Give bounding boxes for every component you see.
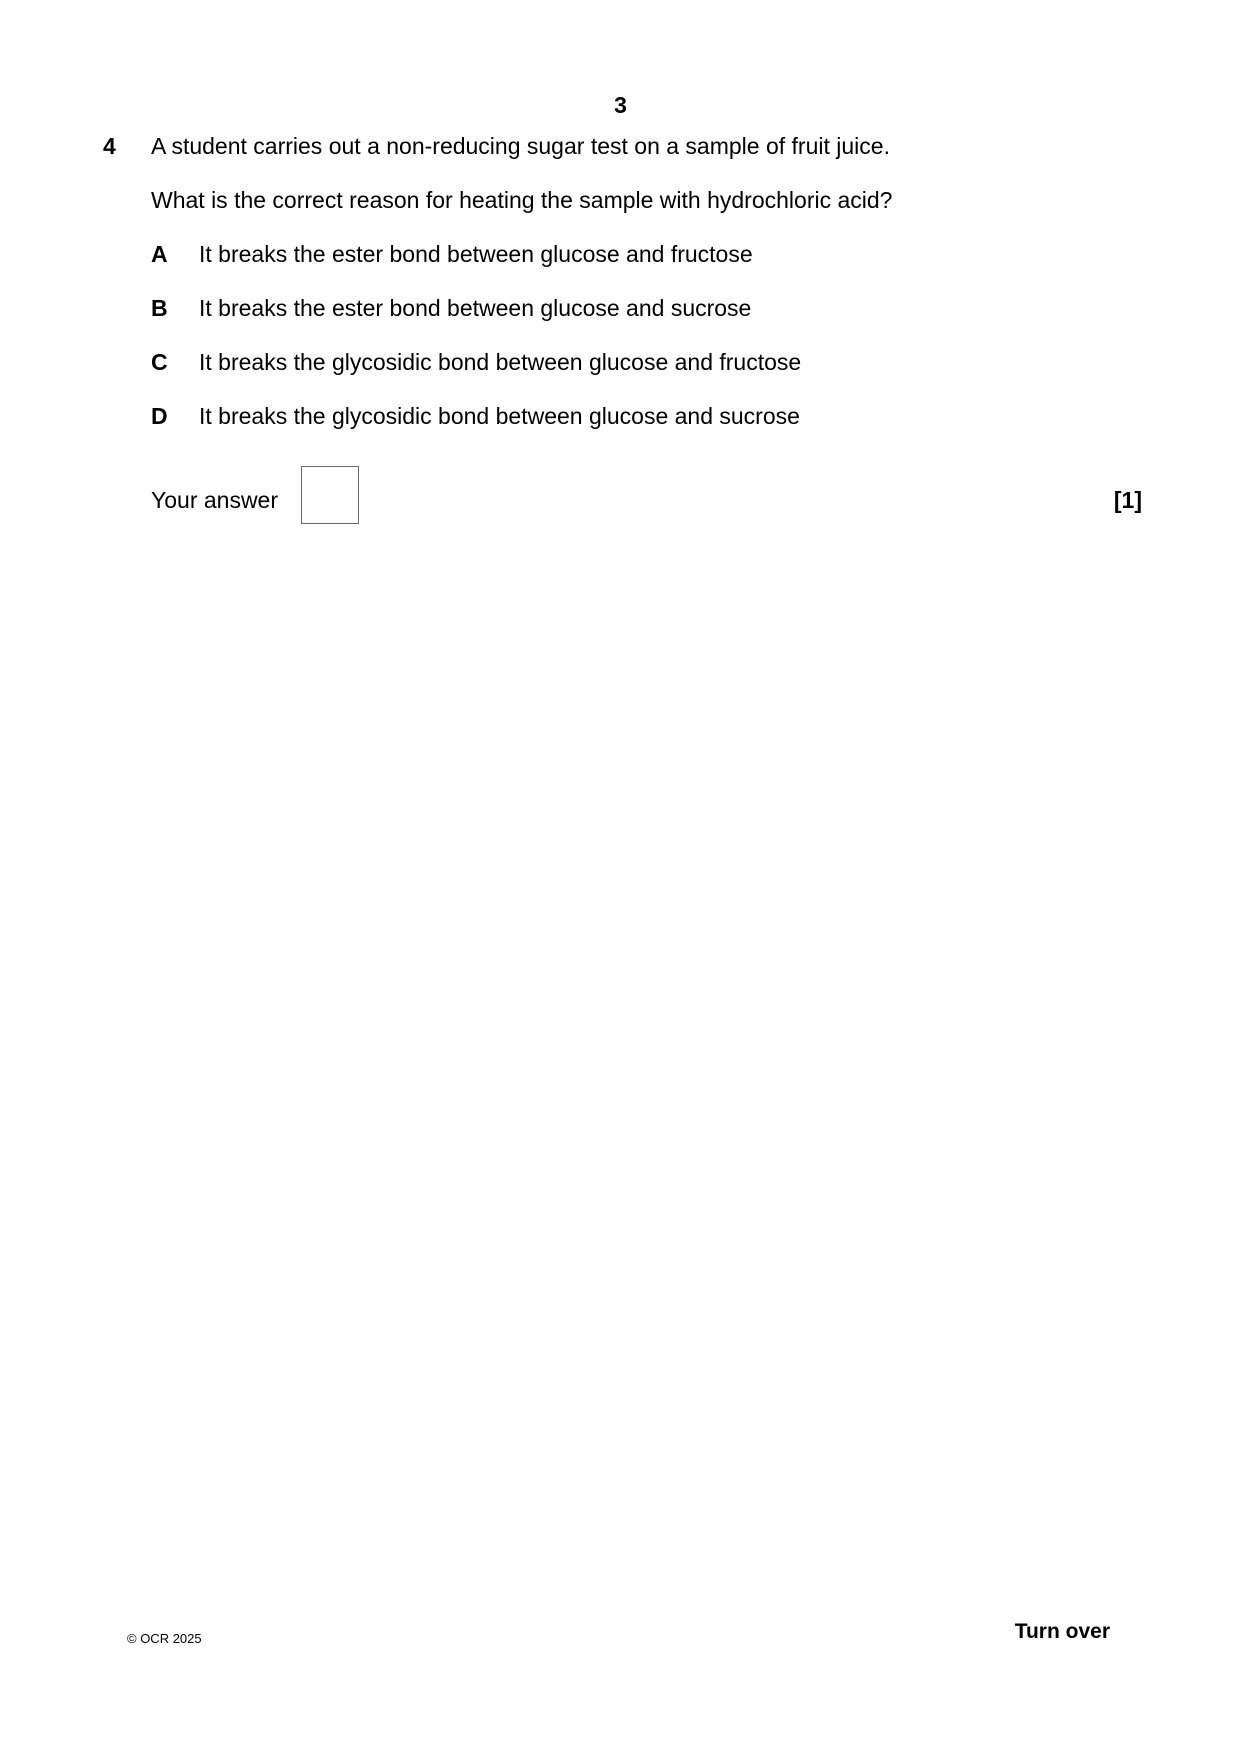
question-number: 4 [103,133,116,159]
option-letter: B [151,295,168,321]
answer-label: Your answer [151,487,279,513]
question-prompt: What is the correct reason for heating the sample with hydrochloric acid? [151,187,893,213]
marks-label: [1] [1113,487,1142,513]
option-letter: A [151,241,168,267]
option-letter: D [151,403,168,429]
option-letter: C [151,349,168,375]
copyright-notice: © OCR 2025 [127,1631,202,1646]
page-number: 3 [614,92,627,118]
answer-box[interactable] [301,466,359,524]
option-text: It breaks the ester bond between glucose and sucrose [199,295,752,321]
option-text: It breaks the glycosidic bond between glucose and sucrose [199,403,800,429]
question-stem: A student carries out a non-reducing sugar test on a sample of fruit juice. [151,133,890,159]
option-text: It breaks the ester bond between glucose and fructose [199,241,753,267]
turn-over-label: Turn over [1014,1620,1110,1643]
option-text: It breaks the glycosidic bond between glucose and fructose [199,349,802,375]
